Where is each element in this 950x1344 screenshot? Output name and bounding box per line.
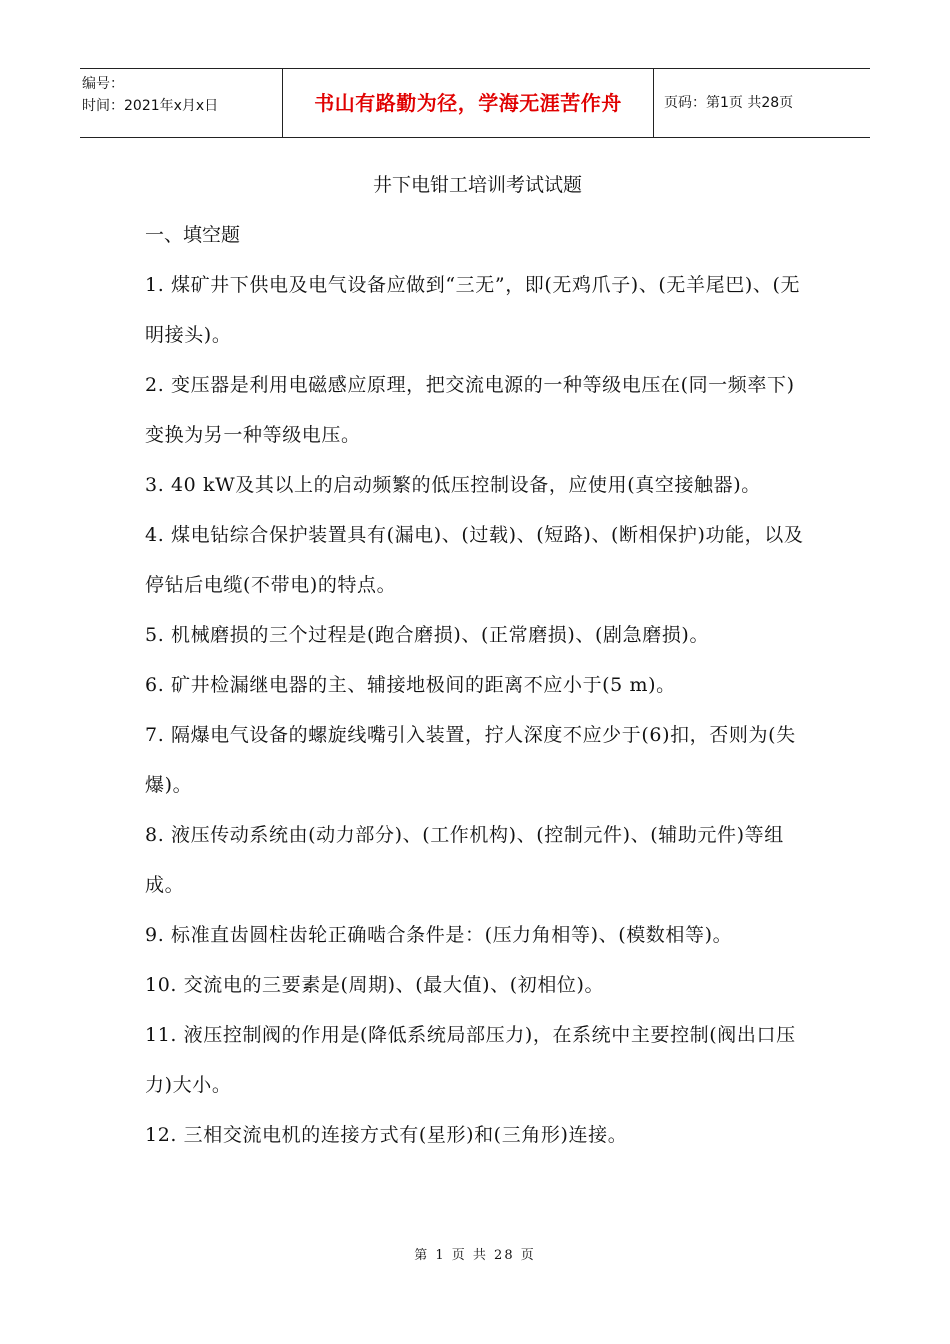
question-item: 7. 隔爆电气设备的螺旋线嘴引入装置，拧人深度不应少于(6)扣，否则为(失爆)。 <box>145 724 796 796</box>
question-item: 8. 液压传动系统由(动力部分)、(工作机构)、(控制元件)、(辅助元件)等组成。 <box>145 824 784 896</box>
question-item: 6. 矿井检漏继电器的主、辅接地极间的距离不应小于(5 m)。 <box>145 674 676 696</box>
question-item: 11. 液压控制阀的作用是(降低系统局部压力)，在系统中主要控制(阀出口压力)大小。 <box>145 1024 796 1096</box>
question-item: 4. 煤电钻综合保护装置具有(漏电)、(过载)、(短路)、(断相保护)功能，以及停钻后电缆(不带电)的特点。 <box>145 524 804 596</box>
document-title: 井下电钳工培训考试试题 <box>372 174 582 196</box>
time-label: 时间：2021年x月x日 <box>82 98 219 114</box>
header-meta <box>80 69 282 137</box>
question-item: 5. 机械磨损的三个过程是(跑合磨损)、(正常磨损)、(剧急磨损)。 <box>145 624 710 646</box>
document-body <box>145 160 810 1160</box>
question-item: 12. 三相交流电机的连接方式有(星形)和(三角形)连接。 <box>145 1124 628 1146</box>
question-item: 2. 变压器是利用电磁感应原理，把交流电源的一种等级电压在(同一频率下)变换为另一种等级电压。 <box>145 374 795 446</box>
header-motto: 书山有路勤为径，学海无涯苦作舟 <box>282 69 654 137</box>
header-page-info: 页码：第1页 共28页 <box>664 95 794 111</box>
question-item: 1. 煤矿井下供电及电气设备应做到“三无”，即(无鸡爪子)、(无羊尾巴)、(无明接头)。 <box>145 274 801 346</box>
question-item: 3. 40 kW及其以上的启动频繁的低压控制设备，应使用(真空接触器)。 <box>145 474 761 496</box>
section-heading: 一、填空题 <box>145 224 241 246</box>
number-label: 编号： <box>82 76 124 92</box>
page-footer: 第 1 页 共 28 页 <box>414 1248 536 1263</box>
question-item: 10. 交流电的三要素是(周期)、(最大值)、(初相位)。 <box>145 974 605 996</box>
document-header <box>80 68 870 138</box>
question-item: 9. 标准直齿圆柱齿轮正确啮合条件是：(压力角相等)、(模数相等)。 <box>145 924 733 946</box>
